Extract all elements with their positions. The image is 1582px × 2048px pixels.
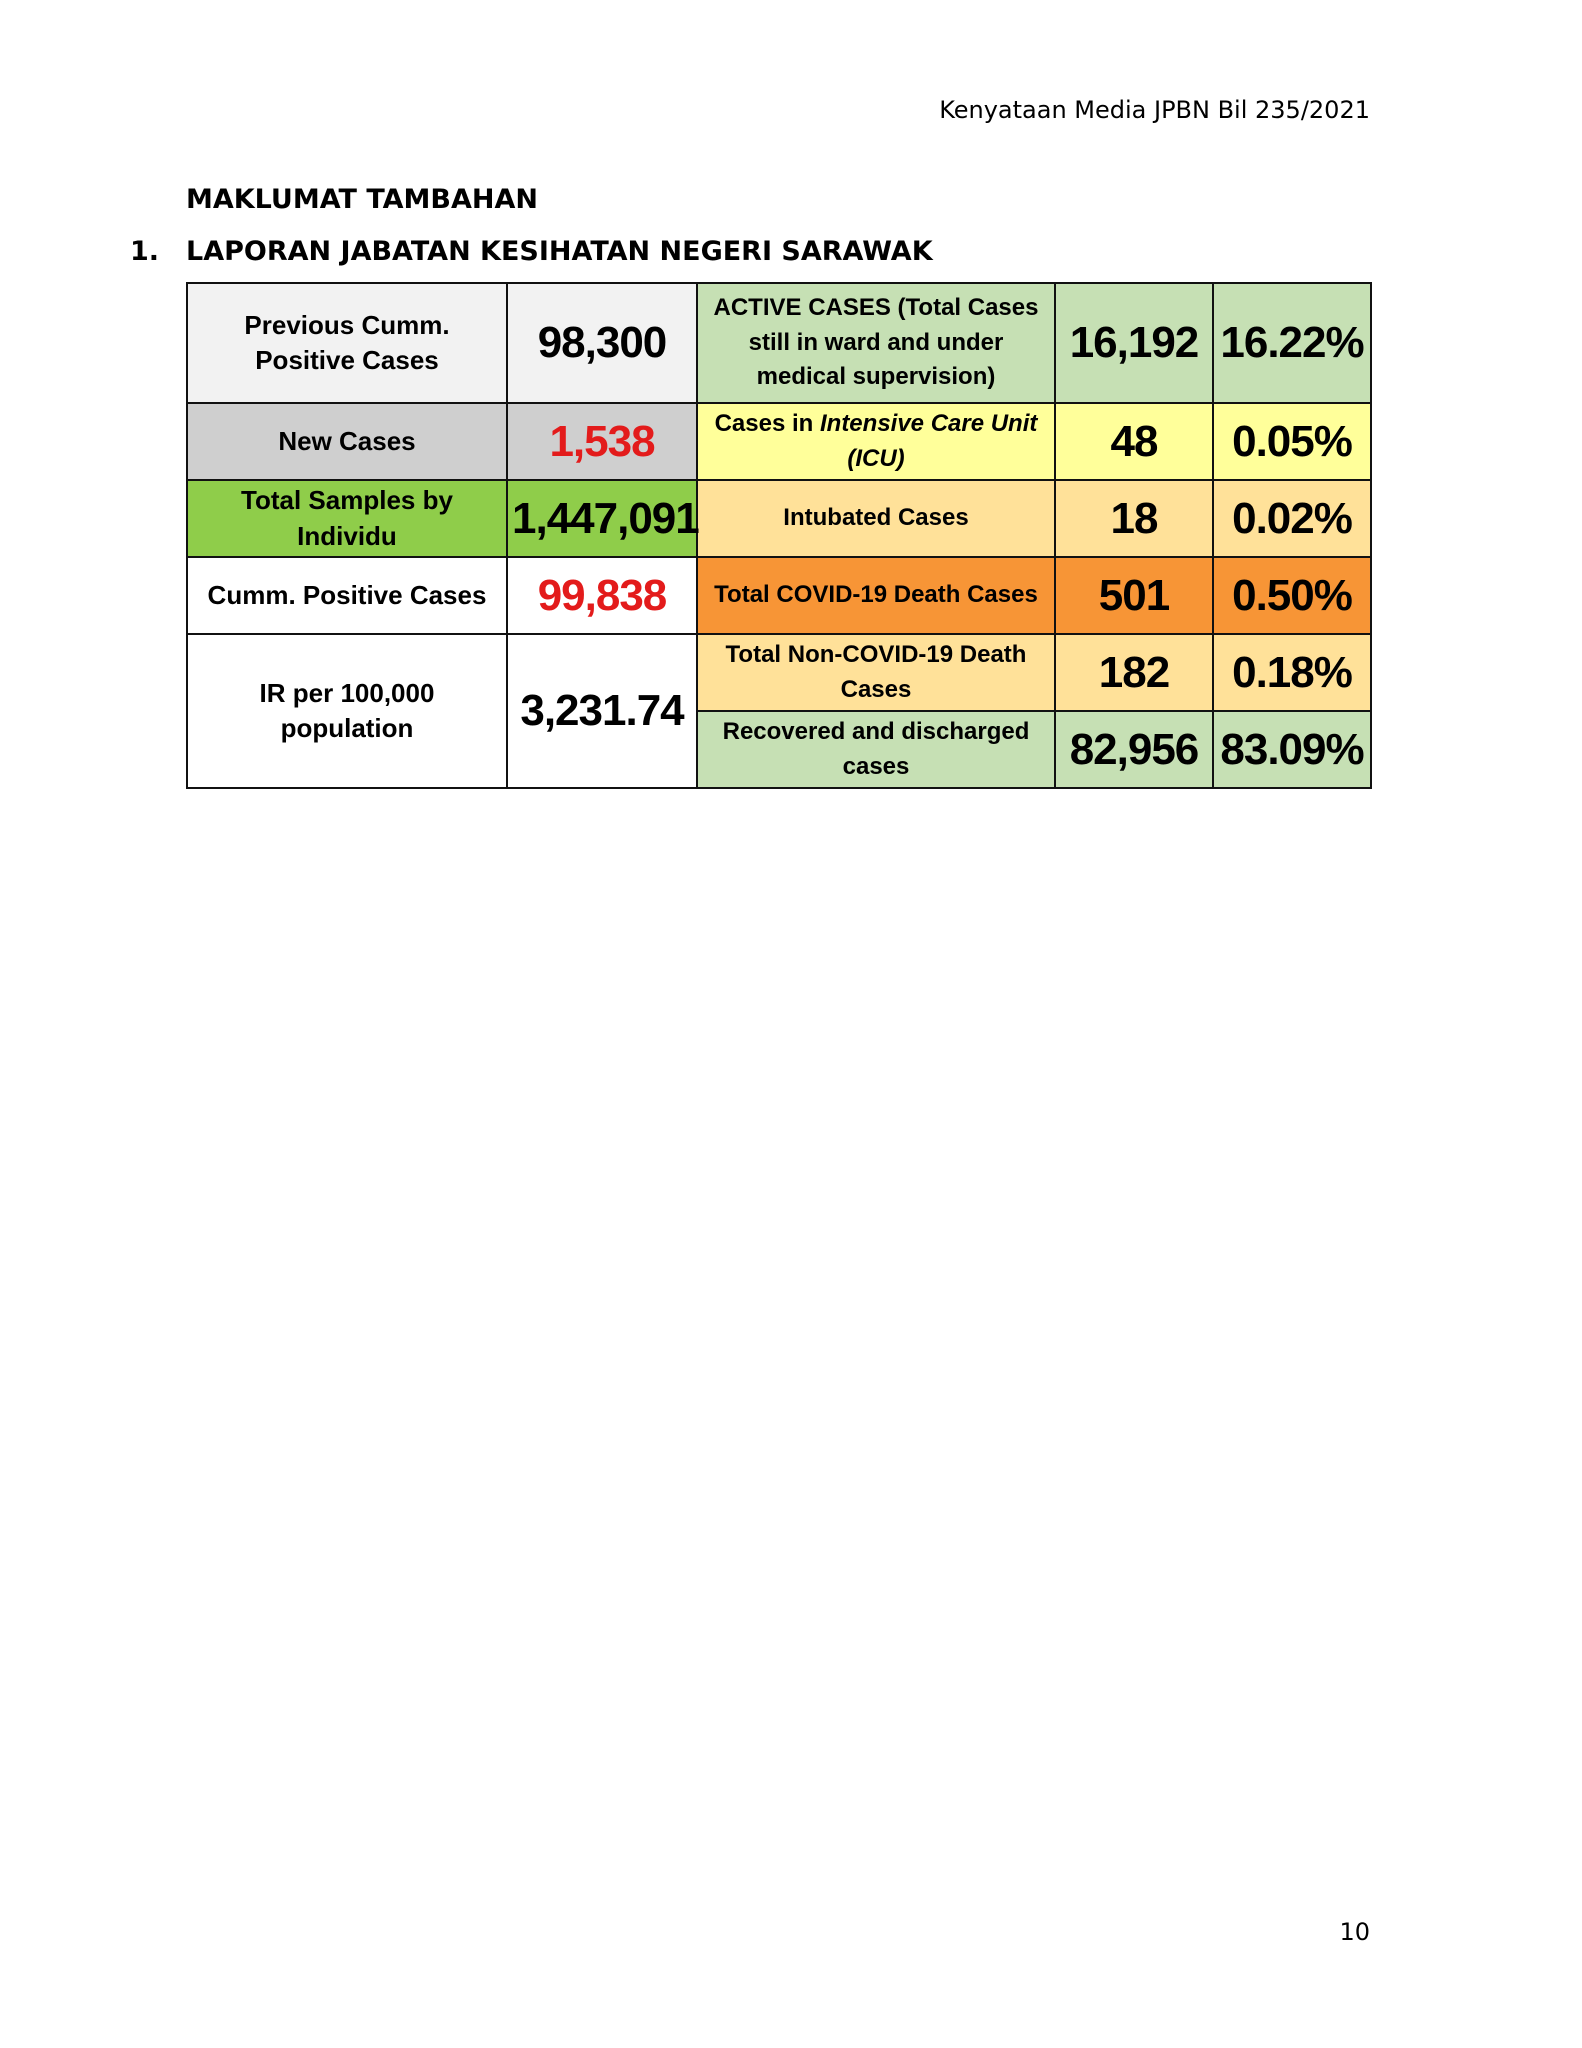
ir-value: 3,231.74: [507, 634, 697, 788]
new-cases-label: New Cases: [187, 403, 507, 480]
non-covid-death-label: Total Non-COVID-19 Death Cases: [697, 634, 1055, 711]
document-reference: Kenyataan Media JPBN Bil 235/2021: [939, 96, 1370, 124]
intubated-value: 18: [1055, 480, 1213, 557]
item-title: LAPORAN JABATAN KESIHATAN NEGERI SARAWAK: [186, 236, 933, 267]
icu-cases-value: 48: [1055, 403, 1213, 480]
table-row: [187, 403, 1371, 480]
table-row: [187, 283, 1371, 403]
icu-cases-percent: 0.05%: [1213, 403, 1371, 480]
icu-cases-label: [697, 403, 1055, 480]
recovered-percent: 83.09%: [1213, 711, 1371, 788]
prev-cumm-positive-value: 98,300: [507, 283, 697, 403]
active-cases-percent: 16.22%: [1213, 283, 1371, 403]
table-row: [187, 480, 1371, 557]
covid-death-value: 501: [1055, 557, 1213, 634]
non-covid-death-percent: 0.18%: [1213, 634, 1371, 711]
total-samples-label: Total Samples by Individu: [187, 480, 507, 557]
covid-death-percent: 0.50%: [1213, 557, 1371, 634]
icu-label-prefix: Cases in: [714, 409, 820, 437]
cumm-positive-label: Cumm. Positive Cases: [187, 557, 507, 634]
covid-stats-table: [186, 282, 1372, 789]
icu-label-italic: Intensive Care Unit (ICU): [819, 409, 1038, 472]
item-number: 1.: [130, 236, 160, 267]
cumm-positive-value: 99,838: [507, 557, 697, 634]
section-title: MAKLUMAT TAMBAHAN: [186, 184, 538, 215]
table-row: [187, 557, 1371, 634]
prev-cumm-positive-label: Previous Cumm. Positive Cases: [187, 283, 507, 403]
recovered-label: Recovered and discharged cases: [697, 711, 1055, 788]
covid-death-label: Total COVID-19 Death Cases: [697, 557, 1055, 634]
intubated-percent: 0.02%: [1213, 480, 1371, 557]
non-covid-death-value: 182: [1055, 634, 1213, 711]
total-samples-value: 1,447,091: [507, 480, 697, 557]
active-cases-label: ACTIVE CASES (Total Cases still in ward and under medical supervision): [697, 283, 1055, 403]
new-cases-value: 1,538: [507, 403, 697, 480]
table-row: [187, 634, 1371, 711]
intubated-label: Intubated Cases: [697, 480, 1055, 557]
active-cases-value: 16,192: [1055, 283, 1213, 403]
page-number: 10: [1339, 1918, 1370, 1946]
ir-label: IR per 100,000 population: [187, 634, 507, 788]
recovered-value: 82,956: [1055, 711, 1213, 788]
